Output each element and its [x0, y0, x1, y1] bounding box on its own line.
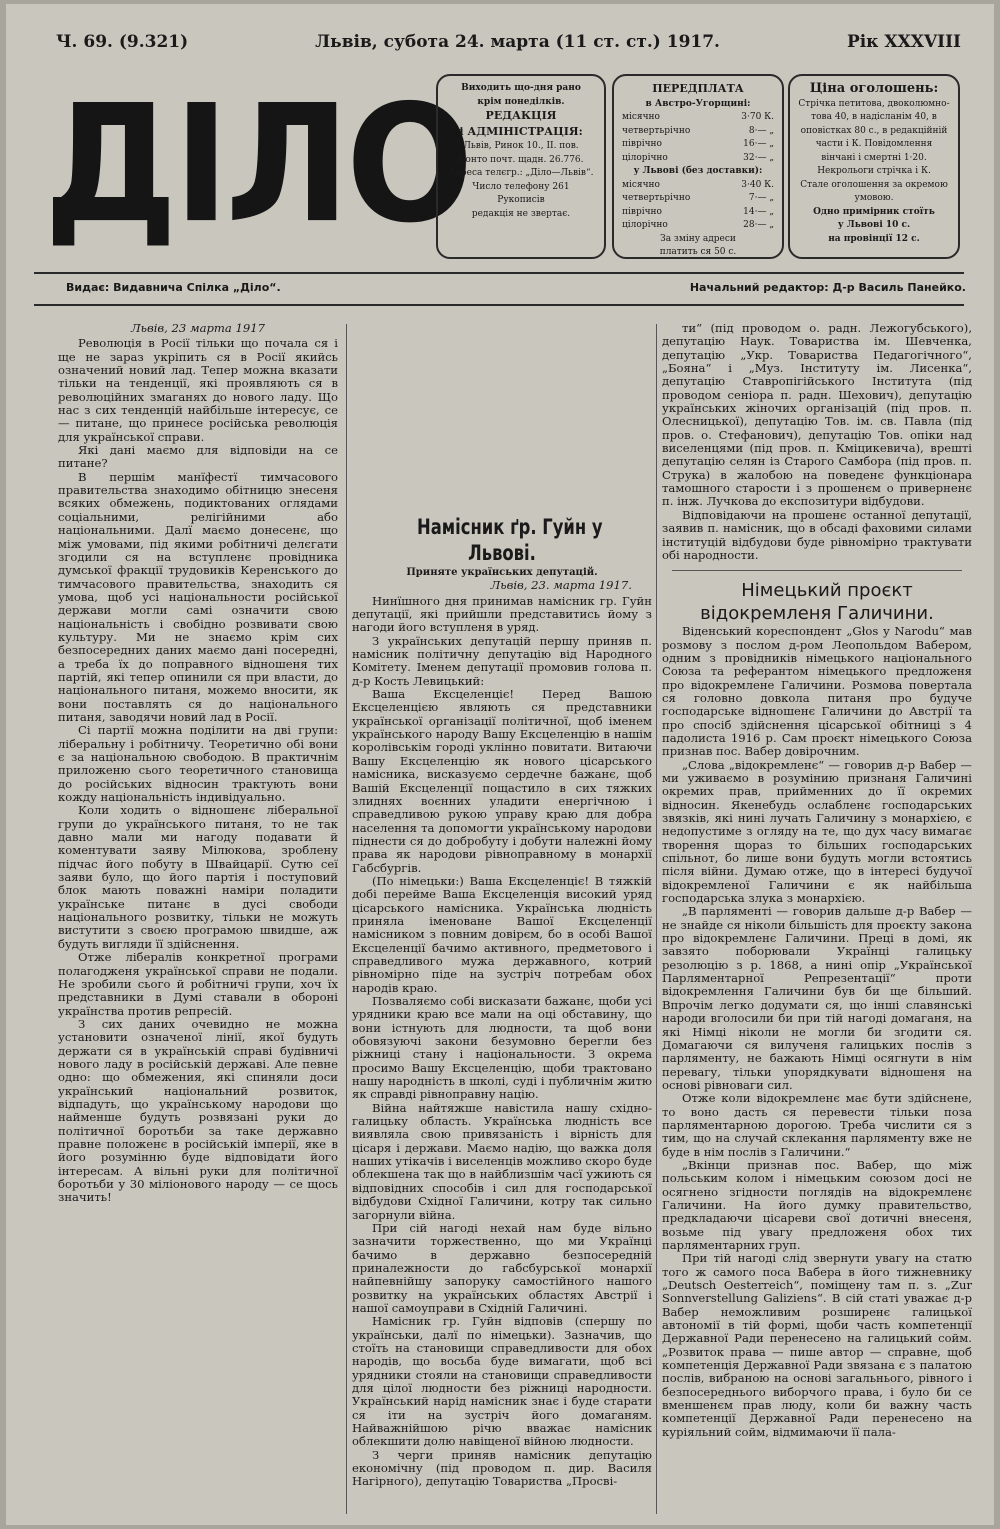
paragraph: „Слова „відокремленє“ — говорив д-р Вабер — ми уживаємо в розумінию признаня Галичині окремих прав, прийменних до її окремих відносин. Якенебудь ослабленє господарських звязків, які нині лучать Галичину з монархією, є недопустиме з огляду на те, що дух часу вимагає творення щораз то більших господарських спільнот, бо лише вони будуть могли встоятись після війни. Думаю отже, що в інтересі будучої відокремленої Галичини є як найбільша господарська злука з монархією.	[662, 757, 972, 906]
header-rule-bottom	[34, 304, 964, 306]
paragraph: „В парляменті — говорив дальше д-р Вабер — не знайде ся ніколи більшість для проєкту закона про відокремленє Галичини. Преці в домі, як завзято поборювали Українці галицьку резолюцію з р. 1868, а нині опір „Української Парляментарної Репрезентації“ проти відокремлення Галичини був би ще більший. Впрочім легко додумати ся, що інші славянські народи вголосили би при тій нагоді домаганя, на які Німці ніколи не могли би згодити ся. Домагаючи ся вилученя галицьких послів з парляменту, не бажають Німці осягнути в нім перевагу, тільки упорядкувати відношеня на основі рівноваги сил.	[662, 904, 972, 1092]
box1-line: редакція не звертає.	[471, 208, 571, 219]
editorial-dateline: Львів, 23 марта 1917	[130, 321, 266, 335]
section-divider	[672, 570, 962, 571]
price-row	[622, 206, 774, 220]
publisher: Видає: Видавнича Спілка „Діло“.	[66, 281, 281, 294]
price-value: 28·— „	[743, 220, 774, 230]
price-period: місячно	[622, 112, 660, 122]
article-subhead: Приняте українських депутацій.	[406, 567, 598, 578]
price-row	[622, 138, 774, 152]
box1-line: крім понеділків.	[477, 96, 565, 107]
dateline	[56, 32, 961, 52]
ad-line: оповістках 80 с., в редакційній	[800, 125, 948, 136]
volume-year: Рік XXXVIII	[846, 32, 961, 52]
price-period: місячно	[622, 179, 660, 190]
column-article-huyn	[352, 514, 652, 1489]
paragraph: З українських депутацій першу приняв п. намісник політичну депутацію від Народного Комітету. Іменем депутації промовив голова п. д-р Кость Левицький:	[352, 633, 652, 688]
issue-date: Львів, субота 24. марта (11 ст. ст.) 1917.	[315, 32, 720, 52]
price-value: 3·70 К.	[741, 112, 774, 122]
ad-line: Одно примірник стоїть	[813, 206, 935, 217]
chief-editor: Начальний редактор: Д-р Василь Панейко.	[689, 281, 966, 294]
box1-line: РЕДАКЦІЯ	[485, 109, 557, 122]
article-dateline: Львів, 23. марта 1917.	[490, 578, 632, 593]
paragraph: ти“ (під проводом о. радн. Лежогубського), депутацію Наук. Товариства ім. Шевченка, депутацію „Укр. Товариства Педагогічного“, „Бояна“ і „Муз. Інституту ім. Лисенка“, депутацію Ставропігійського Інститута (під проводом сеніора п. радн. Шехович), депутацію українських жіночих організацій (під пров. п. Олесницької), депутацію Тов. ім. св. Павла (під пров. о. Стефанович), депутацію Тов. опіки над виселенцями (під пров. п. Кміцикевича), врешті депутацію селян із Старого Самбора (під пров. п. Струка) в жалобою на поведенє функціонара тамошного старости і з прошенєм о приверненє п. інж. Лучкова до експозитури відбудови.	[662, 321, 972, 509]
price-value: 32·— „	[743, 152, 774, 163]
subscription-note: За зміну адреси	[660, 233, 736, 244]
austria-price-list	[622, 111, 774, 165]
price-row	[622, 192, 774, 206]
paragraph: З сих даних очевидно не можна установити означеної лінії, якої будуть держати ся в українській справі будівничі нового ладу в російській державі. Але певне одно: що обмежения, які спиняли доси український національний розвиток, відпадуть, що українському народови що найменше будуть розвязані руки до політичної боротьби за таке державно правне положенє в російській імперії, яке в його розумінню буде відповідати його інтересам. А вільні руки для політичної боротьби у 30 міліонового народу — се щось значить!	[58, 1016, 338, 1205]
price-period: цілорічно	[622, 220, 668, 230]
paragraph: Віденський кореспондент „Głos у Narodu“ мав розмову з послом д-ром Леопольдом Вабером, одним з провідників німецького національного Союза та реферантом німецького предложеня про відокремлене Галичини. Розмова повертала ся головно довкола питаня про будуче господарське відношенє Галичини до Австрії та про спосіб здійснення цісарської обітниці з 4 падолиста 1916 р. Сам проєкт німецького Союза признав пос. Вабер довірочним.	[662, 624, 972, 759]
paragraph: З черги приняв намісник депутацію економічну (під проводом п. дир. Василя Нагірного), депутацію Товариства „Просві-	[352, 1447, 652, 1489]
price-row	[622, 219, 774, 233]
paragraph: Намісник гр. Гуйн відповів (спершу по українськи, далї по німецьки). Зазначив, що стоїть на становищи справедливости для обох народів, що восьба буде вимагати, щоб всі урядники стояли на становищи справедливости для цілої людности без ріжниці народности. Український нарід намісник знає і буде старати ся іти на зустріч його домаганям. Найважнійшою річю вважає намісник облекшити долю навіщеної війною людности.	[352, 1314, 652, 1449]
paragraph: Отже коли відокремленє має бути здійснене, то воно дасть ся перевести тільки поза парляментарною дорогою. Треба числити ся з тим, що на случай склекання парляменту вже не буде в нім послів з Галичини.“	[662, 1091, 972, 1159]
ad-line: Стале оголошення за окремою	[800, 179, 948, 190]
ad-line: умовою.	[854, 193, 894, 203]
paragraph: „Вкінци признав пос. Вабер, що між польським колом і німецьким союзом досі не осягнено згідности поглядів на відокремленє Галичини. На його думку правительство, предкладаючи цісареви свої дотичні внесеня, возьме під увагу предложеня обох тих парляментарних груп.	[662, 1157, 972, 1252]
paragraph: Позваляємо собі висказати бажанє, щоби усі урядники краю все мали на оці обставину, що вони істнують для людности, та щоб вони обовязуючі закони безумовно берегли без ріжниці стану і національности. З окрема просимо Вашу Ексцеленцію, щоби трактовано нашу народність в школі, суді і публичнім житю як справді рівноправну націю.	[352, 994, 652, 1102]
editorial-body	[58, 337, 338, 1204]
box1-line: Виходить що-дня рано	[461, 83, 581, 93]
paragraph: Які дані маємо для відповіди на се питане?	[58, 443, 338, 471]
ad-line: вінчані і смертні 1·20.	[821, 152, 927, 163]
ad-line: на провінції 12 с.	[828, 233, 920, 244]
paragraph: Сі партії можна поділити на дві групи: ліберальну і робітничу. Теоретично обі вони є за національною свободою. В практичнім приложеню сього теоретичного становища до російських відносин трактують вони кожду національність індивідуально.	[58, 723, 338, 805]
price-value: 8·— „	[748, 125, 774, 136]
ad-line: части і К. Повідомлення	[815, 139, 933, 149]
ad-prices-box	[788, 74, 960, 259]
price-period: піврічно	[622, 139, 662, 149]
subscription-box	[612, 74, 784, 259]
newspaper-title: ДІЛО	[44, 71, 470, 259]
article-continuation	[662, 322, 972, 562]
newspaper-page	[6, 4, 994, 1525]
price-period: четвертьрічно	[622, 193, 691, 203]
article-headline-german-project: Німецький проєкт відокремленя Галичини.	[700, 580, 934, 625]
paragraph: Коли ходить о відношенє ліберальної групи до українського питаня, то не так давно мали ми нагоду подавати й коментувати заяву Мілюкова, зроблену підчас його побуту в Швайцарії. Сутю сеї заяви було, що його партія і поступовий блок мають поважні наміри поладити українське питанє в дусі свободи національного розвитку, тільки не можуть вистутити з своєю програмою швидше, аж будуть вигляди її здійснення.	[58, 803, 338, 951]
column-divider	[656, 324, 657, 1514]
editorial-info-box	[436, 74, 606, 259]
box1-line: Конто почт. щадн. 26.776.	[458, 154, 584, 165]
article-headline: Намісник ґр. Гуйн у Львові.	[417, 515, 603, 565]
ad-line: у Львові 10 с.	[837, 220, 911, 230]
price-row	[622, 179, 774, 193]
paragraph: При сій нагоді нехай нам буде вільно зазначити торжественно, що ми Українці бачимо в державно безпосередній приналежности до габсбурської монархії найпевнійшу запоруку самостійного нашого розвитку на українських областях Австрії і нашої самоуправи в Східній Галичині.	[352, 1220, 652, 1315]
paragraph: Революція в Росії тільки що почала ся і ще не зараз укріпить ся в Росії якийсь означений новий лад. Тепер можна вказати тільки на тенденції, які проявляють ся в революційних змаганях до нового ладу. Що нас з сих тенденцій найбільше інтересує, се — питане, що принесе російська революція для української справи.	[58, 336, 338, 444]
subscription-title: ПЕРЕДПЛАТА	[652, 82, 744, 95]
paragraph: Війна найтяжше навістила нашу східно-галицьку область. Українська людність все виявляла свою привязаність і вірність для цісаря і держави. Маємо надію, що важка доля наших утікачів і виселенців можливо скоро буде облекшена так що в найблизшім часї ужиють ся відповідних способів і сил для господарської відбудови Східної Галичини, котру так сильно загорнули війна.	[352, 1100, 652, 1222]
price-value: 7·— „	[748, 193, 774, 203]
ad-line: Некрольоги стрічка і К.	[817, 166, 931, 176]
box1-line: Рукописів	[497, 195, 545, 205]
paragraph: Отже лібералів конкретної програми полагодженя української справи не подали. Не зробили сього й робітничі групи, хоч їх представники в Думі ставали в обороні українства против репресій.	[58, 950, 338, 1018]
price-value: 16·— „	[743, 139, 774, 149]
article-body	[352, 595, 652, 1489]
paragraph: Ваша Ексцеленціє! Перед Вашою Ексцеленцією являють ся представники української організації політичної, щоб іменем українського народу Вашу Ексцеленцію в нашім королівськім городі уклінно повитати. Витаючи Вашу Ексцеленцію як нового цісарського намісника, висказуємо сердечне бажанє, щоб Вашій Ексцеленції пощастило в сих тяжких злиднях воєнних уладити енергічною і справедливою рукою управу краю для добра населення та допомогти українському народови піднести ся до добробуту і добути належні йому права як народови рівноправному в монархії Габсбургів.	[352, 687, 652, 875]
price-value: 14·— „	[743, 206, 774, 217]
price-period: четвертьрічно	[622, 125, 691, 136]
ad-line: това 40, в надісланім 40, в	[811, 112, 937, 122]
publisher-line	[66, 281, 966, 294]
paragraph: Нинїшного дня принимав намісник гр. Гуйн депутації, які прийшли представитись йому з нагоди його вступленя в уряд.	[352, 593, 652, 635]
box1-line: Львів, Ринок 10., II. пов.	[463, 141, 579, 151]
price-value: 3·40 К.	[741, 179, 774, 190]
price-period: цілорічно	[622, 152, 668, 163]
column-right	[662, 322, 972, 1439]
subscription-austria-label: в Австро-Угорщині:	[645, 98, 751, 109]
ad-line: Стрічка петитова, двоколюмно-	[798, 98, 950, 109]
paragraph: Відповідаючи на прошенє останної депутації, заявив п. намісник, що в обсаді фаховими силами інституцій відбудови буде рівномірно трактувати обі народности.	[662, 507, 972, 562]
subscription-note: платить ся 50 с.	[659, 247, 737, 257]
column-divider	[346, 324, 347, 1514]
box1-line: і АДМІНІСТРАЦІЯ:	[459, 124, 583, 138]
paragraph: В першім манїфестї тимчасового правительства знаходимо обітницю знесеня всяких обмежень, подиктованих оглядами соціальними, релігійними або національними. Далї маємо донесенє, що між умовами, під якими робітничі делєгати згодили ся на вступленє провідника думської фракції трудовиків Керенського до тимчасового правительства, знаходить ся умова, щоб усі національности російської держави могли самі означити свою національність і свобідно розвивати свою культуру. Ми не знаємо крім сих безпосередних даних маємо дані посередні, а треба їх до поправного відношеня тих партій, які тепер опинили ся при власти, до національного питаня, можемо вносити, як вони поставлять ся до національного питаня, заводячи новий лад в Росії.	[58, 469, 338, 724]
column-editorial	[58, 322, 338, 1205]
price-period: піврічно	[622, 206, 662, 217]
price-row	[622, 111, 774, 125]
lviv-price-list	[622, 179, 774, 233]
price-row	[622, 125, 774, 139]
header-rule-top	[34, 272, 964, 274]
box1-line: Адреса телєгр.: „Діло—Львів“.	[448, 168, 594, 178]
ad-prices-title: Ціна оголошень:	[809, 81, 939, 96]
issue-number: Ч. 69. (9.321)	[56, 32, 189, 52]
paragraph: (По німецьки:) Ваша Ексцеленціє! В тяжкій добі перейме Ваша Ексцеленція високий уряд цісарського намісника. Українська людність приняла іменоване Вашої Ексцеленції намісником з повним довірєм, бо в особі Вашої Ексцеленції бачимо активного, предметового і справедливого мужа державного, котрий рівномірно піде на зустріч потребам обох народів краю.	[352, 873, 652, 995]
paragraph: При тій нагоді слід звернути увагу на статю того ж самого поса Вабера в його тижневнику „Deutsch Oesterreich“, поміщену там п. з. „Zur Sonnverstellung Galiziens“. В сій статі уважає д-р Вабер неможливим розширенє галицької автономії в тій формі, щоби часть компетенції Державної Ради перенесено на галицький сойм. „Розвиток права — пише автор — справне, щоб компетенція Державної Ради звязана є з палатою послів, вибраною на основі загальнього, рівного і безпосереднього виборчого права, і було би се вменшенєм прав люду, коли би важну часть компетенції Державної Ради перенесено на куріяльний сойм, відмимаючи її пала-	[662, 1251, 972, 1439]
box1-line: Число телефону 261	[472, 181, 570, 192]
price-row	[622, 152, 774, 166]
subscription-lviv-label: у Львові (без доставки):	[633, 166, 763, 176]
article-body-german-project	[662, 625, 972, 1439]
